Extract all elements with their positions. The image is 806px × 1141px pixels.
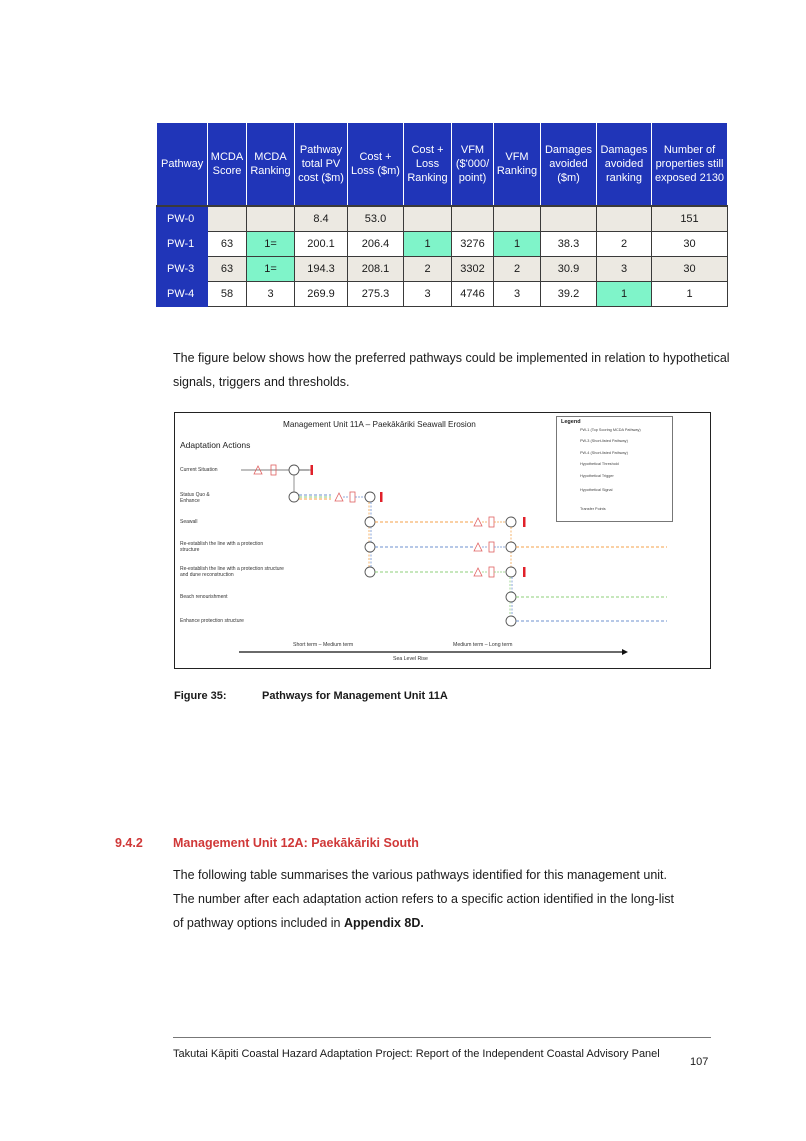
- section-title: Management Unit 12A: Paekākāriki South: [173, 836, 419, 850]
- table-cell: 1=: [247, 257, 295, 282]
- legend-item: Hypothetical Signal: [580, 488, 613, 492]
- table-cell: 3: [494, 282, 541, 307]
- legend-item: Hypothetical Threshold: [580, 462, 619, 466]
- action-label: Enhance protection structure: [180, 618, 244, 624]
- table-cell: 1: [494, 232, 541, 257]
- table-header-cell: VFM ($'000/ point): [452, 123, 494, 207]
- paragraph-line: [173, 911, 733, 935]
- table-cell: 38.3: [541, 232, 597, 257]
- table-cell: 63: [208, 257, 247, 282]
- action-label: Re-establish the line with a protection structure and dune reconstruction: [180, 566, 284, 578]
- paragraph-line: The number after each adaptation action refers to a specific action identified in the long-list: [173, 892, 674, 906]
- table-cell: 206.4: [348, 232, 404, 257]
- threshold-icon: [523, 517, 526, 527]
- transfer-point-icon: [365, 542, 375, 552]
- intro-paragraph: The figure below shows how the preferred pathways could be implemented in relation to hypothetical signals, triggers and thresholds.: [173, 351, 730, 389]
- legend-item: Transfer Points: [580, 507, 606, 511]
- table-cell: [494, 206, 541, 232]
- table-header-row: [157, 123, 728, 207]
- footer-text: Takutai Kāpiti Coastal Hazard Adaptation Project: Report of the Independent Coastal Advisory Panel: [173, 1048, 660, 1060]
- table-cell: 1: [652, 282, 728, 307]
- pathway-comparison-table: [156, 122, 728, 307]
- table-row: [157, 257, 728, 282]
- table-cell: [404, 206, 452, 232]
- signal-icon: [474, 518, 482, 526]
- table-cell: 3302: [452, 257, 494, 282]
- table-cell: 151: [652, 206, 728, 232]
- table-cell: 3: [597, 257, 652, 282]
- threshold-icon: [311, 465, 314, 475]
- table-cell: 8.4: [295, 206, 348, 232]
- transfer-point-icon: [365, 517, 375, 527]
- table-row: [157, 282, 728, 307]
- table-cell: 3: [247, 282, 295, 307]
- table-cell: PW-0: [157, 206, 208, 232]
- action-label: Status Quo & Enhance: [180, 492, 210, 504]
- table-cell: 63: [208, 232, 247, 257]
- legend-item: Hypothetical Trigger: [580, 474, 614, 478]
- table-header-cell: VFM Ranking: [494, 123, 541, 207]
- pathways-figure: [174, 412, 711, 669]
- figure-title: Management Unit 11A – Paekākāriki Seawall Erosion: [283, 420, 476, 429]
- table-cell: 58: [208, 282, 247, 307]
- table-cell: 3: [404, 282, 452, 307]
- legend-item: PW-3 (Short-listed Pathway): [580, 439, 628, 443]
- transfer-point-icon: [506, 567, 516, 577]
- threshold-icon: [380, 492, 383, 502]
- transfer-point-icon: [506, 616, 516, 626]
- table-cell: 1=: [247, 232, 295, 257]
- legend-title: Legend: [561, 419, 581, 425]
- x-label-left: Short term – Medium term: [293, 642, 354, 648]
- table-header-cell: Damages avoided ($m): [541, 123, 597, 207]
- legend-item: PW-4 (Short-listed Pathway): [580, 451, 628, 455]
- signal-icon: [474, 568, 482, 576]
- table-header-cell: MCDA Ranking: [247, 123, 295, 207]
- table-cell: [541, 206, 597, 232]
- table-cell: 4746: [452, 282, 494, 307]
- table-cell: 39.2: [541, 282, 597, 307]
- table-cell: 30: [652, 232, 728, 257]
- table-header-cell: Cost + Loss Ranking: [404, 123, 452, 207]
- paragraph-text: of pathway options included in: [173, 916, 344, 930]
- signal-icon: [474, 543, 482, 551]
- footer-divider: [173, 1037, 711, 1038]
- table-header-cell: Damages avoided ranking: [597, 123, 652, 207]
- table-cell: 53.0: [348, 206, 404, 232]
- appendix-reference: Appendix 8D.: [343, 916, 424, 930]
- table-cell: PW-3: [157, 257, 208, 282]
- table-row: [157, 232, 728, 257]
- action-label: Re-establish the line with a protection structure: [180, 541, 264, 553]
- trigger-icon: [489, 517, 494, 527]
- transfer-point-icon: [506, 517, 516, 527]
- transfer-point-icon: [289, 465, 299, 475]
- table-cell: 2: [494, 257, 541, 282]
- table-cell: PW-4: [157, 282, 208, 307]
- table-cell: 2: [404, 257, 452, 282]
- table-cell: 2: [597, 232, 652, 257]
- signal-icon: [335, 493, 343, 501]
- table-cell: [452, 206, 494, 232]
- table-cell: 200.1: [295, 232, 348, 257]
- trigger-icon: [350, 492, 355, 502]
- legend-item: PW-1 (Top Scoring MCDA Pathway): [580, 428, 641, 432]
- figure-caption-label: Figure 35:: [174, 690, 227, 702]
- action-label: Seawall: [180, 519, 198, 525]
- table-cell: 275.3: [348, 282, 404, 307]
- transfer-point-icon: [289, 492, 299, 502]
- table-cell: [208, 206, 247, 232]
- transfer-point-icon: [506, 542, 516, 552]
- table-header-cell: MCDA Score: [208, 123, 247, 207]
- trigger-icon: [489, 567, 494, 577]
- table-cell: 30.9: [541, 257, 597, 282]
- action-label: Current Situation: [180, 467, 218, 473]
- table-header-cell: Pathway total PV cost ($m): [295, 123, 348, 207]
- x-label-right: Medium term – Long term: [453, 642, 513, 648]
- table-header-cell: Cost + Loss ($m): [348, 123, 404, 207]
- table-cell: 194.3: [295, 257, 348, 282]
- table-cell: 208.1: [348, 257, 404, 282]
- table-cell: PW-1: [157, 232, 208, 257]
- threshold-icon: [523, 567, 526, 577]
- table-row: [157, 206, 728, 232]
- figure-caption-text: Pathways for Management Unit 11A: [262, 690, 448, 702]
- actions-header: Adaptation Actions: [180, 440, 251, 450]
- transfer-point-icon: [506, 592, 516, 602]
- page-number: 107: [690, 1056, 709, 1068]
- transfer-point-icon: [365, 567, 375, 577]
- table-cell: [247, 206, 295, 232]
- table-cell: 30: [652, 257, 728, 282]
- paragraph-line: The following table summarises the various pathways identified for this management unit.: [173, 868, 668, 882]
- table-cell: [597, 206, 652, 232]
- section-number: 9.4.2: [115, 836, 143, 850]
- table-cell: 1: [597, 282, 652, 307]
- table-cell: 1: [404, 232, 452, 257]
- table-header-cell: Pathway: [157, 123, 208, 207]
- table-header-cell: Number of properties still exposed 2130: [652, 123, 728, 207]
- x-axis-label: Sea Level Rise: [393, 656, 428, 662]
- trigger-icon: [489, 542, 494, 552]
- section-paragraph: [173, 863, 733, 935]
- transfer-point-icon: [365, 492, 375, 502]
- action-label: Beach renourishment: [180, 594, 228, 600]
- table-cell: 3276: [452, 232, 494, 257]
- table-cell: 269.9: [295, 282, 348, 307]
